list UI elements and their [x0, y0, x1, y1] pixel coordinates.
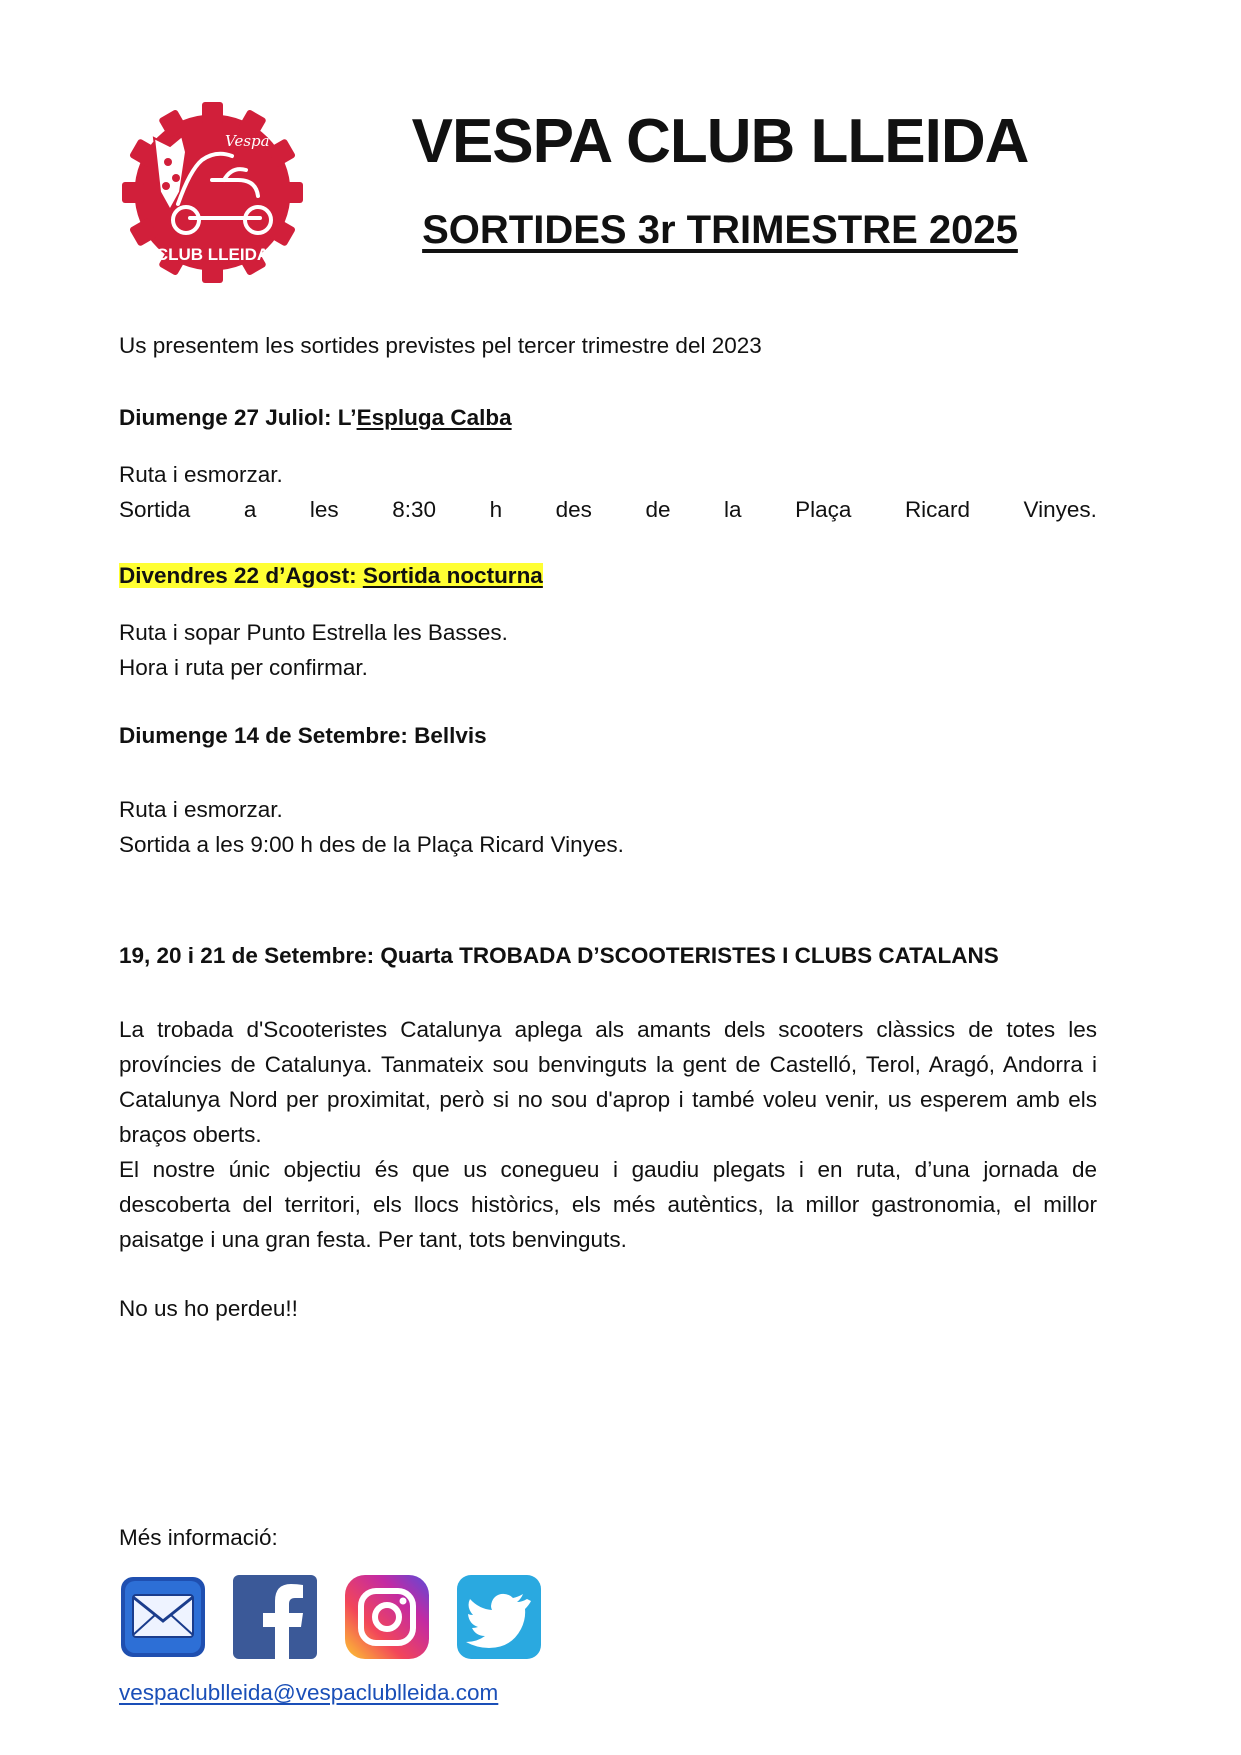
- event-1-line2: [119, 492, 1097, 527]
- word: la: [724, 497, 742, 522]
- mail-icon[interactable]: [119, 1573, 207, 1661]
- instagram-icon[interactable]: [343, 1573, 431, 1661]
- event-1-place: Espluga Calba: [356, 405, 512, 430]
- page-subtitle: SORTIDES 3r TRIMESTRE 2025: [422, 208, 1018, 252]
- event-2-place: Sortida nocturna: [362, 563, 543, 588]
- more-info-label: Més informació:: [119, 1525, 278, 1550]
- club-logo: [120, 100, 305, 285]
- twitter-icon[interactable]: [455, 1573, 543, 1661]
- word: a: [243, 497, 257, 522]
- svg-text:Vespa: Vespa: [225, 132, 270, 150]
- word: 8:30: [392, 497, 437, 522]
- social-icons: [119, 1573, 543, 1661]
- word: de: [645, 497, 671, 522]
- event-3-line2: Sortida a les 9:00 h des de la Plaça Ricard Vinyes.: [119, 832, 624, 857]
- facebook-icon[interactable]: [231, 1573, 319, 1661]
- event-1-date: Diumenge 27 Juliol:: [119, 405, 338, 430]
- email-link[interactable]: vespaclublleida@vespaclublleida.com: [119, 1680, 499, 1705]
- event-4-paragraph-1: La trobada d'Scooteristes Catalunya aplega als amants dels scooters clàssics de totes les províncies de Catalunya. Tanmateix sou benvinguts la gent de Castelló, Terol, Aragó, Andorra i Catalunya Nord per proximitat, però si no sou d'aprop i també voleu venir, us esperem amb els braços oberts.: [119, 1017, 1097, 1147]
- event-2-heading: [119, 558, 1097, 593]
- closing-text: No us ho perdeu!!: [119, 1296, 298, 1321]
- word: des: [555, 497, 592, 522]
- word: Sortida: [119, 497, 191, 522]
- word: Ricard: [904, 497, 970, 522]
- event-4-heading: 19, 20 i 21 de Setembre: Quarta TROBADA D’SCOOTERISTES I CLUBS CATALANS: [119, 943, 999, 968]
- event-2-date: Divendres 22 d’Agost:: [119, 563, 363, 588]
- word: h: [489, 497, 503, 522]
- event-2-line2: Hora i ruta per confirmar.: [119, 655, 368, 680]
- word: les: [309, 497, 339, 522]
- event-1-line1: Ruta i esmorzar.: [119, 462, 283, 487]
- page-title: VESPA CLUB LLEIDA: [411, 107, 1029, 176]
- event-4-paragraph-2: El nostre únic objectiu és que us conegueu i gaudiu plegats i en ruta, d’una jornada de descoberta del territori, els llocs històrics, els més autèntics, la millor gastronomia, el millor paisatge i una gran festa. Per tant, tots benvinguts.: [119, 1157, 1097, 1252]
- email-line: [119, 1675, 1097, 1710]
- word: Plaça: [795, 497, 852, 522]
- event-3-heading: Diumenge 14 de Setembre: Bellvis: [119, 723, 487, 748]
- word: Vinyes.: [1023, 497, 1097, 522]
- intro-text: Us presentem les sortides previstes pel tercer trimestre del 2023: [119, 333, 762, 358]
- event-3-line1: Ruta i esmorzar.: [119, 797, 283, 822]
- event-1-place-prefix: L’: [337, 405, 357, 430]
- svg-text:CLUB LLEIDA: CLUB LLEIDA: [155, 245, 270, 264]
- event-1-heading: [119, 400, 1097, 435]
- event-2-line1: Ruta i sopar Punto Estrella les Basses.: [119, 620, 508, 645]
